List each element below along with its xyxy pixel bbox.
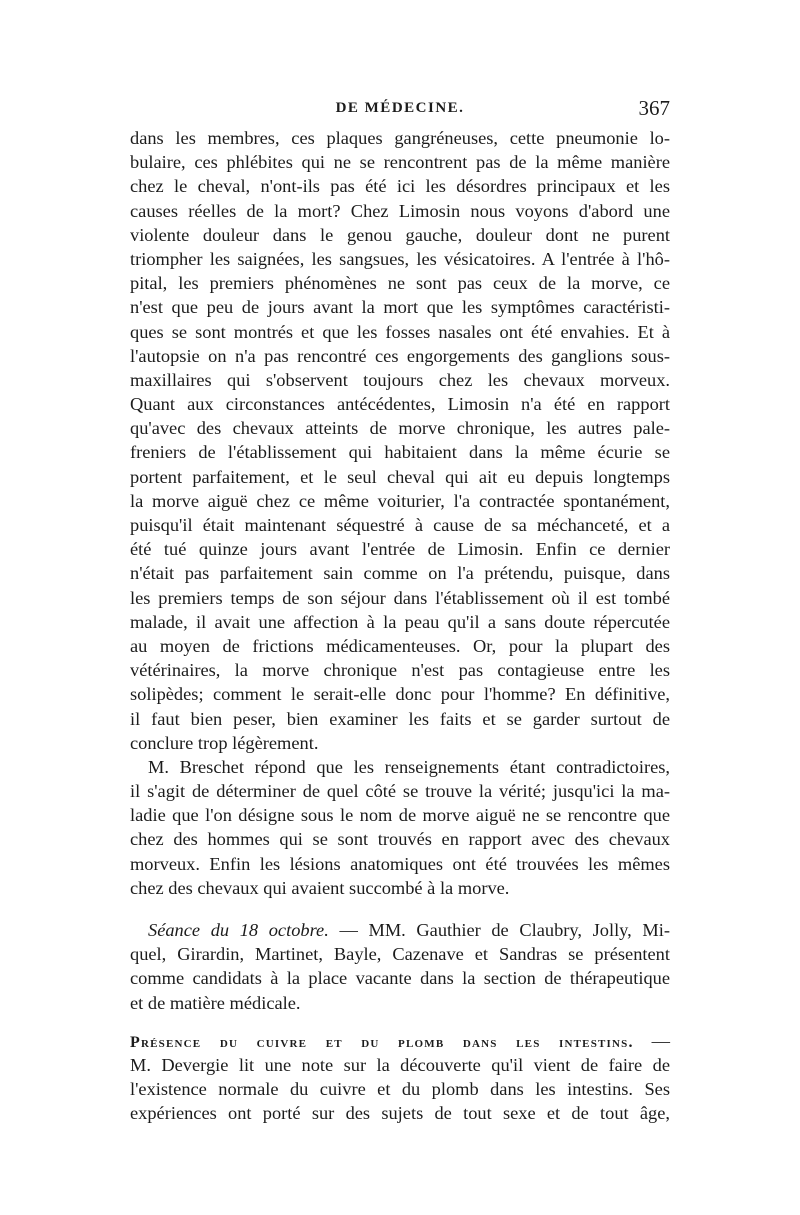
- text-line: expériences ont porté sur des sujets de tout sexe et de tout âge,: [130, 1103, 670, 1124]
- running-title: DE MÉDECINE.: [335, 100, 465, 116]
- text-line: chez des chevaux qui avaient succombé à la morve.: [130, 877, 510, 898]
- text-line: comme candidats à la place vacante dans la section de thérapeutique: [130, 968, 670, 989]
- text-line: freniers de l'établissement qui habitaient dans la même écurie se: [130, 442, 670, 463]
- text-line: la morve aiguë chez ce même voiturier, l'a contractée spontanément,: [130, 490, 670, 511]
- text-line: [130, 1029, 670, 1053]
- text-line: ladie que l'on désigne sous le nom de morve aiguë ne se rencontre que: [130, 805, 670, 826]
- text-line: causes réelles de la mort? Chez Limosin nous voyons d'abord une: [130, 200, 670, 221]
- section-gap: [130, 1015, 670, 1029]
- text-line: dans les membres, ces plaques gangréneuses, cette pneumonie lo-: [130, 128, 670, 148]
- running-head: [130, 96, 670, 122]
- text-line: il s'agit de déterminer de quel côté se trouve la vérité; jusqu'ici la ma-: [130, 781, 670, 802]
- heading-dash: —: [633, 1030, 671, 1051]
- text-line: solipèdes; comment le serait-elle donc pour l'homme? En définitive,: [130, 684, 670, 705]
- text-line: ques se sont montrés et que les fosses nasales ont été envahies. Et à: [130, 321, 670, 342]
- text-line: vétérinaires, la morve chronique n'est pas contagieuse entre les: [130, 660, 670, 681]
- session-text: — MM. Gauthier de Claubry, Jolly, Mi-: [328, 920, 670, 940]
- text-line: malade, il avait une affection à la peau qu'il a sans doute répercutée: [130, 611, 670, 632]
- text-line: l'existence normale du cuivre et du plomb dans les intestins. Ses: [130, 1079, 670, 1100]
- text-line: bulaire, ces phlébites qui ne se rencontrent pas de la même manière: [130, 152, 670, 173]
- text-line: maxillaires qui s'observent toujours chez les chevaux morveux.: [130, 369, 670, 390]
- text-line: n'est que peu de jours avant la mort que les symptômes caractéristi-: [130, 297, 670, 318]
- text-line: violente douleur dans le genou gauche, douleur dont ne purent: [130, 224, 670, 245]
- paragraph-seance: [130, 918, 670, 1015]
- text-line: été tué quinze jours avant l'entrée de Limosin. Enfin ce dernier: [130, 539, 670, 560]
- text-line: chez des hommes qui se sont trouvés en rapport avec des chevaux: [130, 829, 670, 850]
- text-line: morveux. Enfin les lésions anatomiques ont été trouvées les mêmes: [130, 853, 670, 874]
- paragraph-breschet: [130, 755, 670, 900]
- section-heading: Présence du cuivre et du plomb dans les intestins.: [130, 1033, 634, 1051]
- text-line: il faut bien peser, bien examiner les faits et se garder surtout de: [130, 708, 670, 729]
- text-line: l'autopsie on n'a pas rencontré ces engorgements des ganglions sous-: [130, 345, 670, 366]
- text-line: [130, 918, 670, 942]
- text-line: triompher les saignées, les sangsues, les vésicatoires. A l'entrée à l'hô-: [130, 248, 670, 269]
- text-line: portent parfaitement, et le seul cheval qui ait eu depuis longtemps: [130, 466, 670, 487]
- text-line: chez le cheval, n'ont-ils pas été ici les désordres principaux et les: [130, 176, 670, 197]
- text-line: les premiers temps de son séjour dans l'établissement où il est tombé: [130, 587, 670, 608]
- text-line: pital, les premiers phénomènes ne sont pas ceux de la morve, ce: [130, 273, 670, 294]
- page-number: 367: [638, 96, 670, 120]
- text-line: M. Breschet répond que les renseignements étant contradictoires,: [148, 756, 670, 777]
- section-gap: [130, 900, 670, 918]
- text-line: M. Devergie lit une note sur la découverte qu'il vient de faire de: [130, 1054, 670, 1075]
- body-text: [130, 126, 670, 1126]
- text-line: qu'avec des chevaux atteints de morve chronique, les autres pale-: [130, 418, 670, 439]
- paragraph-devergie: [130, 1029, 670, 1126]
- text-line: puisqu'il était maintenant séquestré à cause de sa méchanceté, et a: [130, 515, 670, 535]
- session-date: Séance du 18 octobre.: [148, 920, 329, 940]
- text-line: au moyen de frictions médicamenteuses. Or, pour la plupart des: [130, 635, 670, 656]
- paragraph-continuation: [130, 126, 670, 755]
- text-line: et de matière médicale.: [130, 992, 301, 1013]
- text-line: Quant aux circonstances antécédentes, Limosin n'a été en rapport: [130, 394, 670, 415]
- text-line: quel, Girardin, Martinet, Bayle, Cazenave et Sandras se présentent: [130, 944, 670, 965]
- text-line: conclure trop légèrement.: [130, 732, 319, 753]
- text-line: n'était pas parfaitement sain comme on l'a prétendu, puisque, dans: [130, 563, 670, 584]
